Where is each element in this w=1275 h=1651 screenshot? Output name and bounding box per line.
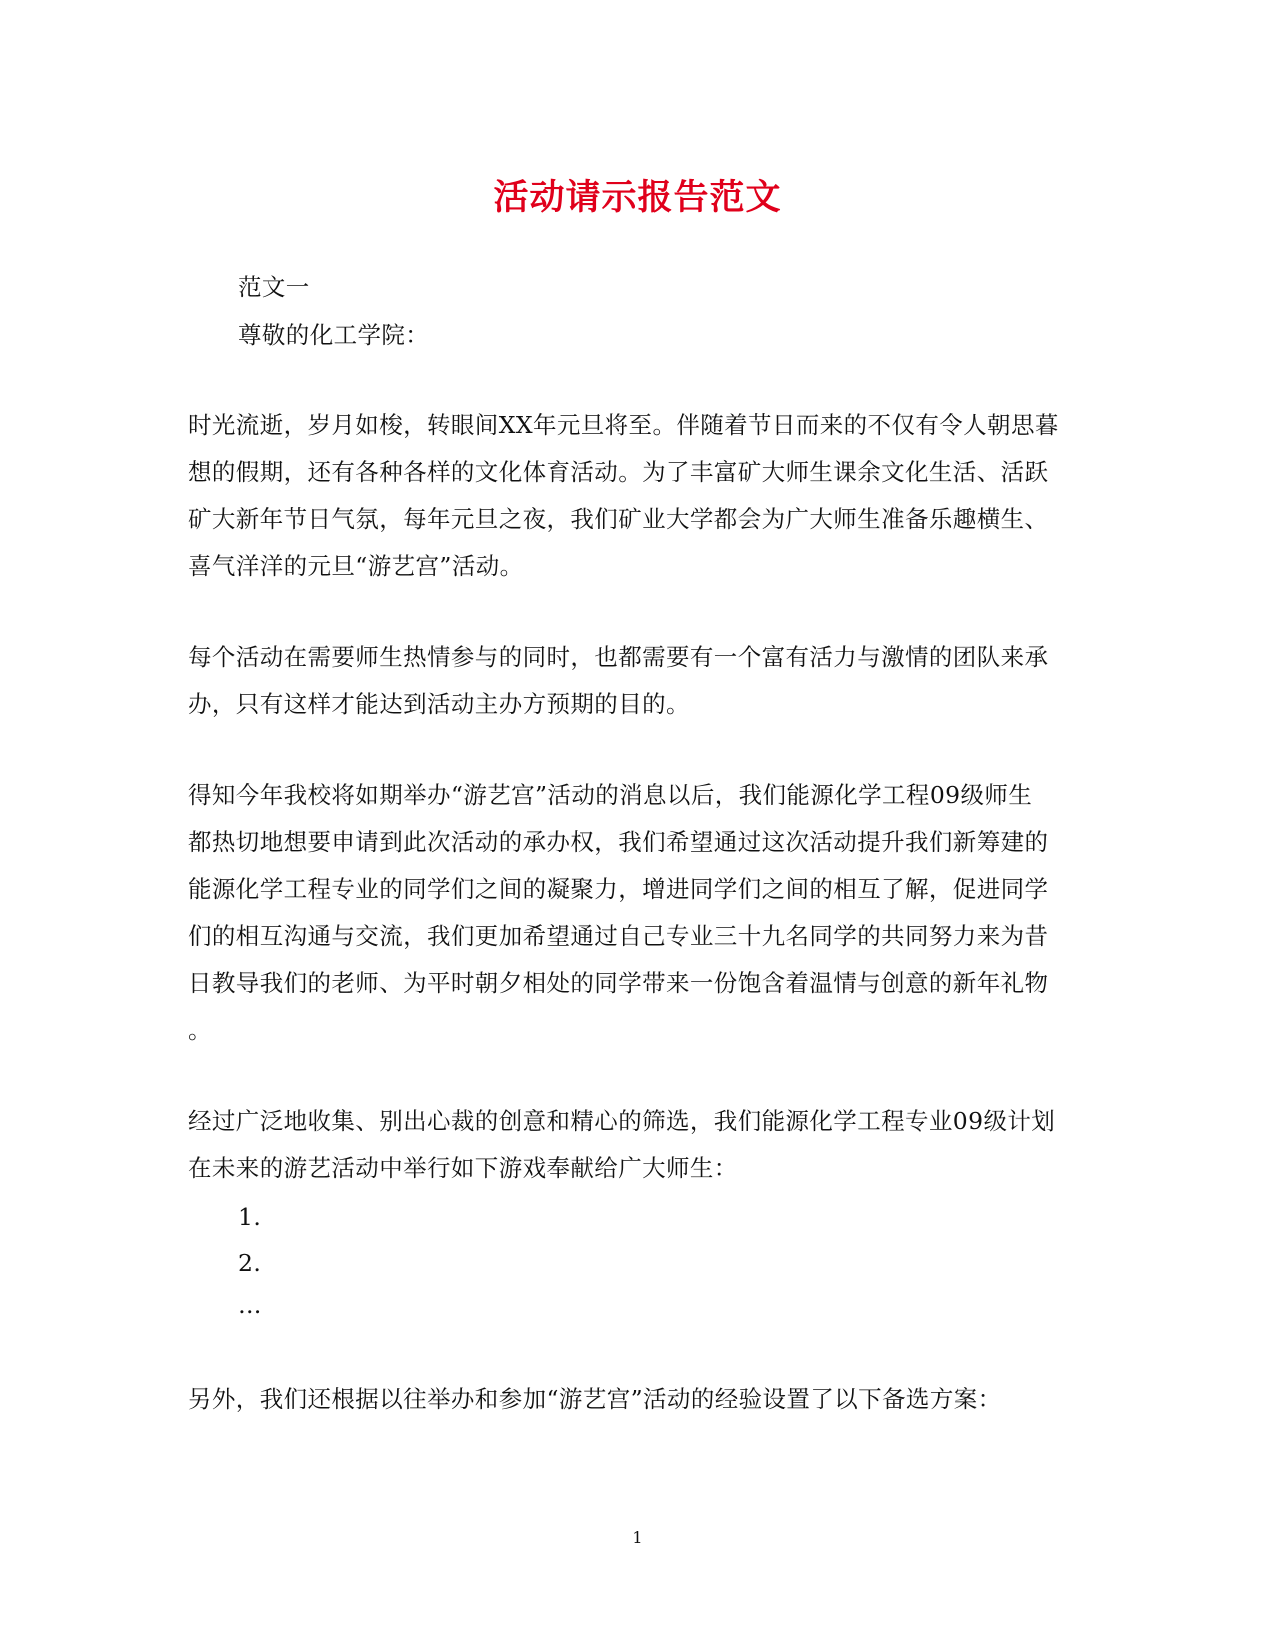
paragraph-2-line-1: 每个活动在需要师生热情参与的同时，也都需要有一个富有活力与激情的团队来承 (188, 643, 1049, 671)
list-item-ellipsis: … (238, 1291, 262, 1319)
paragraph-4-line-1: 经过广泛地收集、别出心裁的创意和精心的筛选，我们能源化学工程专业09级计划 (188, 1107, 1056, 1135)
list-item-1: 1. (238, 1203, 262, 1231)
paragraph-2-line-2: 办，只有这样才能达到活动主办方预期的目的。 (188, 690, 690, 718)
paragraph-3-line-2: 都热切地想要申请到此次活动的承办权，我们希望通过这次活动提升我们新筹建的 (188, 828, 1049, 856)
paragraph-1-line-4: 喜气洋洋的元旦“游艺宫”活动。 (188, 552, 524, 580)
paragraph-3-line-5: 日教导我们的老师、为平时朝夕相处的同学带来一份饱含着温情与创意的新年礼物 (188, 969, 1049, 997)
section-heading: 范文一 (238, 273, 310, 301)
document-title: 活动请示报告范文 (493, 177, 782, 218)
paragraph-1-line-1: 时光流逝，岁月如梭，转眼间XX年元旦将至。伴随着节日而来的不仅有令人朝思暮 (188, 411, 1059, 439)
paragraph-4-line-2: 在未来的游艺活动中举行如下游戏奉献给广大师生： (188, 1154, 738, 1182)
salutation: 尊敬的化工学院： (238, 321, 430, 349)
list-item-2: 2. (238, 1249, 262, 1277)
page-number: 1 (632, 1528, 643, 1547)
paragraph-3-line-6: 。 (188, 1016, 212, 1044)
paragraph-3-line-4: 们的相互沟通与交流，我们更加希望通过自己专业三十九名同学的共同努力来为昔 (188, 922, 1049, 950)
closing-line: 另外，我们还根据以往举办和参加“游艺宫”活动的经验设置了以下备选方案： (188, 1385, 1002, 1413)
paragraph-3-line-3: 能源化学工程专业的同学们之间的凝聚力，增进同学们之间的相互了解，促进同学 (188, 875, 1049, 903)
paragraph-1-line-2: 想的假期，还有各种各样的文化体育活动。为了丰富矿大师生课余文化生活、活跃 (188, 458, 1049, 486)
paragraph-3-line-1: 得知今年我校将如期举办“游艺宫”活动的消息以后，我们能源化学工程09级师生 (188, 781, 1033, 809)
paragraph-1-line-3: 矿大新年节日气氛，每年元旦之夜，我们矿业大学都会为广大师生准备乐趣横生、 (188, 505, 1049, 533)
